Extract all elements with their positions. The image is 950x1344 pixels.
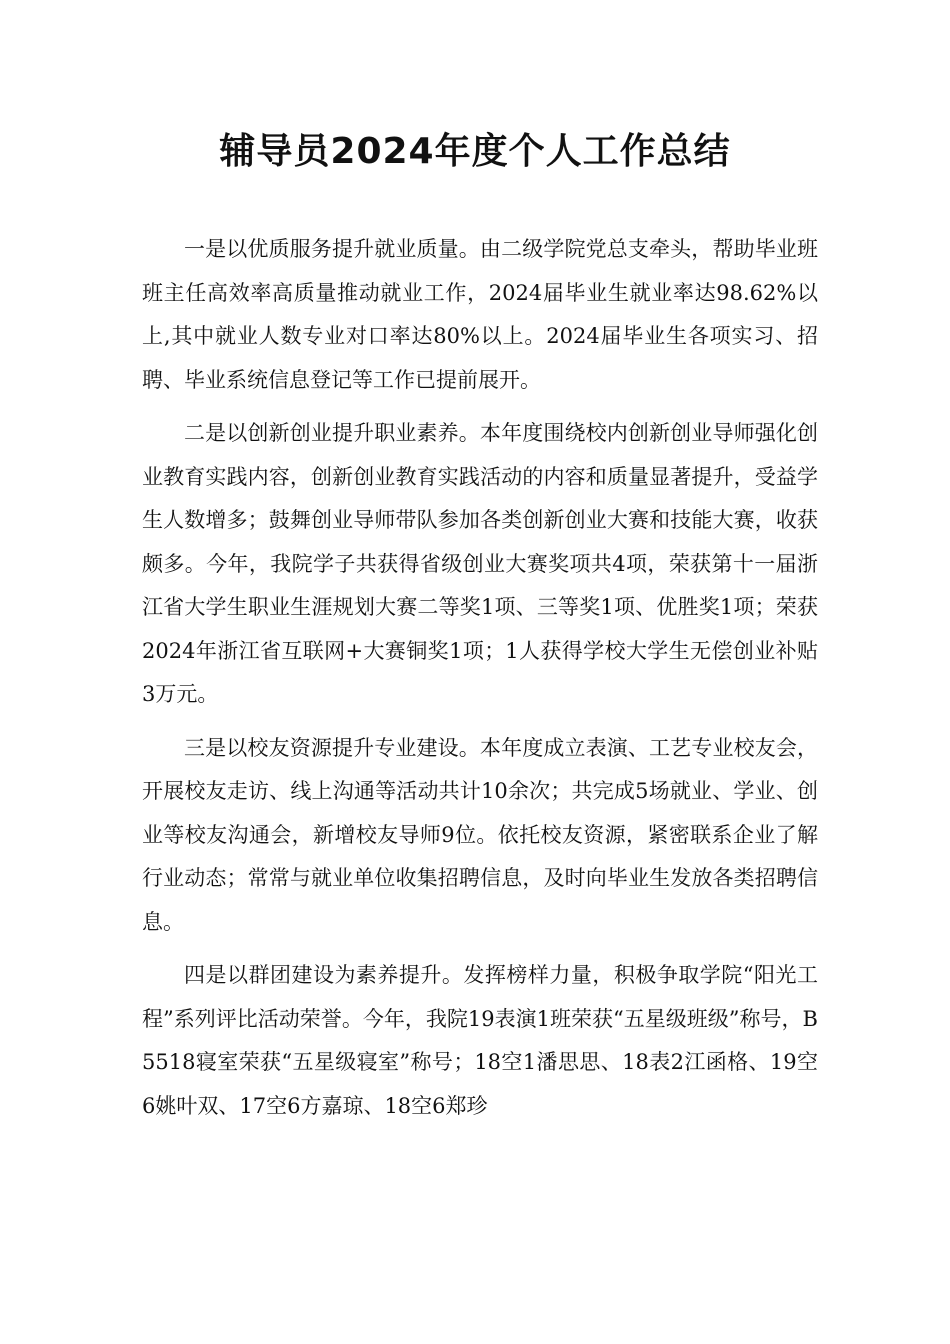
document-body (142, 228, 818, 1128)
paragraph-alumni: 三是以校友资源提升专业建设。本年度成立表演、工艺专业校友会，开展校友走访、线上沟通等活动共计10余次；共完成5场就业、学业、创业等校友沟通会，新增校友导师9位。依托校友资源，紧密联系企业了解行业动态；常常与就业单位收集招聘信息，及时向毕业生发放各类招聘信息。 (142, 735, 818, 934)
document-title: 辅导员2024年度个人工作总结 (219, 131, 731, 172)
paragraph-employment: 一是以优质服务提升就业质量。由二级学院党总支牵头，帮助毕业班班主任高效率高质量推动就业工作，2024届毕业生就业率达98.62%以上,其中就业人数专业对口率达80%以上。2024届毕业生各项实习、招聘、毕业系统信息登记等工作已提前展开。 (142, 237, 818, 392)
paragraph-innovation: 二是以创新创业提升职业素养。本年度围绕校内创新创业导师强化创业教育实践内容，创新创业教育实践活动的内容和质量显著提升，受益学生人数增多；鼓舞创业导师带队参加各类创新创业大赛和技能大赛，收获颇多。今年，我院学子共获得省级创业大赛奖项共4项，荣获第十一届浙江省大学生职业生涯规划大赛二等奖1项、三等奖1项、优胜奖1项；荣获2024年浙江省互联网+大赛铜奖1项；1人获得学校大学生无偿创业补贴3万元。 (142, 421, 818, 706)
paragraph-group-building: 四是以群团建设为素养提升。发挥榜样力量，积极争取学院“阳光工程”系列评比活动荣誉。今年，我院19表演1班荣获“五星级班级”称号，B5518寝室荣获“五星级寝室”称号；18空1潘思思、18表2江函格、19空6姚叶双、17空6方嘉琼、18空6郑珍 (142, 963, 818, 1118)
